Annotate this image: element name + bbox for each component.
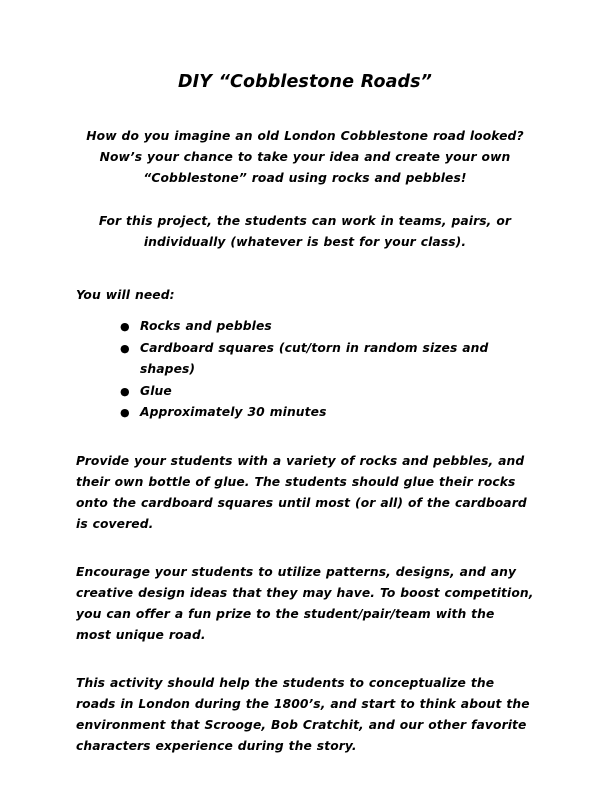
project-paragraph: For this project, the students can work in teams, pairs, or individually (whatever is best for your class). <box>98 214 512 249</box>
list-item-label: Glue <box>140 383 172 398</box>
document-content <box>76 0 534 757</box>
list-item <box>120 402 534 424</box>
materials-list <box>76 316 534 424</box>
bullet-icon: ● <box>120 406 130 419</box>
bullet-icon: ● <box>120 384 130 398</box>
bullet-icon: ● <box>120 320 130 333</box>
list-item-label: Cardboard squares (cut/torn in random sizes and shapes) <box>140 340 489 376</box>
materials-heading: You will need: <box>76 288 175 302</box>
bullet-icon: ● <box>120 341 130 355</box>
list-item-label: Approximately 30 minutes <box>140 405 327 419</box>
list-item <box>120 338 534 381</box>
list-item <box>120 316 534 338</box>
intro-paragraph: How do you imagine an old London Cobblestone road looked? Now’s your chance to take your idea and create your own “Cobblestone” road using rocks and pebbles! <box>86 129 524 185</box>
list-item-label: Rocks and pebbles <box>140 319 272 333</box>
list-item <box>120 381 534 403</box>
encouragement-paragraph: Encourage your students to utilize patterns, designs, and any creative design ideas that they may have. To boost competition, you can offer a fun prize to the student/pair/team with the most unique road. <box>76 564 534 642</box>
page-title: DIY “Cobblestone Roads” <box>177 72 433 92</box>
instructions-paragraph: Provide your students with a variety of rocks and pebbles, and their own bottle of glue. The students should glue their rocks onto the cardboard squares until most (or all) of the cardboard is covered. <box>76 453 527 531</box>
conclusion-paragraph: This activity should help the students to conceptualize the roads in London during the 1800’s, and start to think about the environment that Scrooge, Bob Cratchit, and our other favorite characters experience during the story. <box>76 675 530 753</box>
